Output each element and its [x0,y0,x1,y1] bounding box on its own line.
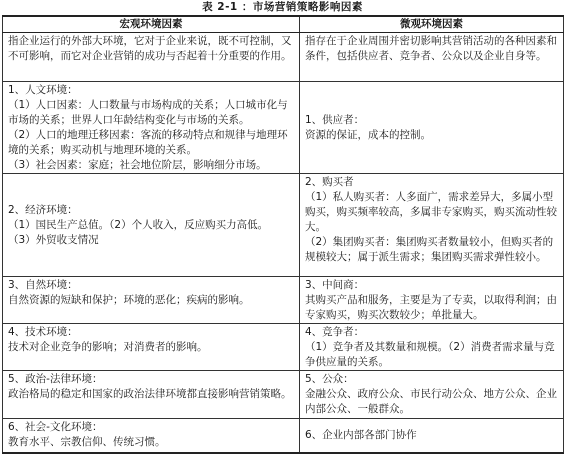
micro-cell [300,277,564,324]
cell-text: （1）国民生产总值。（2）个人收入，反应购买力高低。 [8,219,269,231]
table-row [3,82,564,174]
table-header-row [3,16,564,33]
macro-cell [3,33,300,82]
cell-text: 2、购买者 [305,176,354,188]
cell-text: 3、中间商： [305,279,365,291]
table-row [3,277,564,324]
cell-text: 教育水平、宗教信仰、传统习惯。 [8,436,166,448]
table-row [3,371,564,419]
cell-text: 金融公众、政府公众、市民行动公众、地方公众、企业内部公众、一般群众。 [305,388,557,415]
cell-text: 5、政治-法律环境： [8,373,103,385]
cell-text: 资源的保证，成本的控制。 [305,129,431,141]
micro-cell [300,419,564,453]
cell-text: 指企业运行的外部大环境，它对于企业来说，既不可控制，又不可影响，而它对企业营销的成功与否起着十分重要的作用。 [8,35,292,62]
macro-cell [3,371,300,419]
cell-text: 3、自然环境： [8,279,78,291]
micro-cell [300,174,564,277]
micro-cell [300,82,564,174]
cell-text: 1、供应者： [305,114,365,126]
header-macro: 宏观环境因素 [3,16,300,33]
micro-cell [300,33,564,82]
cell-text: （3）外贸收支情况 [8,234,99,246]
cell-text: 5、公众： [305,373,354,385]
cell-text: 自然资源的短缺和保护；环境的恶化；疾病的影响。 [8,294,250,306]
macro-cell [3,419,300,453]
cell-text: （1）竞争者及其数量和规模。（2）消费者需求量与竞争供应量的关系。 [305,341,555,368]
cell-text: 6、社会-文化环境： [8,421,103,433]
table-caption: 表 2-1 ：市场营销策略影响因素 [202,1,363,13]
macro-cell [3,324,300,371]
macro-cell [3,277,300,324]
cell-text: （2）人口的地理迁移因素：客流的移动特点和规律与地理环境的关系；购买动机与地理环境的关系。 [8,129,288,156]
cell-text: 政治格局的稳定和国家的政治法律环境都直接影响营销策略。 [8,388,292,400]
cell-text: 4、竞争者： [305,326,365,338]
table-row [3,33,564,82]
cell-text: （2）集团购买者：集团购买者数量较小，但购买者的规模较大；属于派生需求；集团购买需求弹性较小。 [305,236,554,263]
cell-text: （3）社会因素：家庭；社会地位阶层，影响细分市场。 [8,159,267,171]
micro-cell [300,324,564,371]
macro-cell [3,82,300,174]
table-row [3,174,564,277]
macro-cell [3,174,300,277]
cell-text: 其购买产品和服务，主要是为了专卖，以取得利润；由专家购买，购买次数较少；单批量大。 [305,294,557,321]
cell-text: 6、企业内部各部门协作 [305,429,417,442]
cell-text: 4、技术环境： [8,326,78,338]
header-micro: 微观环境因素 [300,16,564,33]
cell-text: 指存在于企业周围并密切影响其营销活动的各种因素和条件，包括供应者、竞争者、公众以及企业自身等。 [305,35,557,62]
marketing-factors-table [2,15,564,454]
cell-text: （1）私人购买者：人多面广，需求差异大，多属小型购买，购买频率较高，多属非专家购买，购买流动性较大。 [305,191,557,233]
micro-cell [300,371,564,419]
table-row [3,324,564,371]
table-row [3,419,564,453]
cell-text: 1、人文环境： [8,84,78,96]
cell-text: （1）人口因素：人口数量与市场构成的关系；人口城市化与市场的关系；世界人口年龄结构变化与市场的关系。 [8,99,288,126]
cell-text: 2、经济环境： [8,204,78,216]
cell-text: 技术对企业竞争的影响；对消费者的影响。 [8,341,208,353]
